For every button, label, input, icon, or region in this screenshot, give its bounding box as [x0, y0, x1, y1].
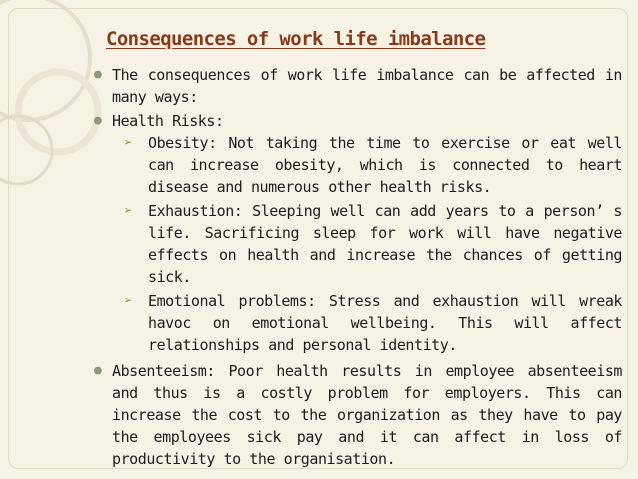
sub-bullet-text: Exhaustion: Sleeping well can add years to a person’ s life. Sacrificing sleep for work will have negative effects on health and increase the chances of getting sick. [148, 202, 622, 286]
sub-bullet-item [124, 200, 622, 288]
arrow-bullet-icon: ➢ [124, 203, 132, 219]
slide-content [90, 64, 622, 472]
sub-bullet-item [124, 132, 622, 198]
bullet-text: Health Risks: [112, 112, 224, 130]
bullet-text: The consequences of work life imbalance can be affected in many ways: [112, 66, 622, 106]
arrow-bullet-icon: ➢ [124, 135, 132, 151]
sub-bullet-item [124, 290, 622, 356]
arrow-bullet-icon: ➢ [124, 293, 132, 309]
slide-title: Consequences of work life imbalance [106, 28, 486, 50]
round-bullet-icon: ● [94, 363, 102, 378]
bullet-text: Absenteeism: Poor health results in employee absenteeism and thus is a costly problem for employers. This can increase the cost to the organization as they have to pay the employees sick pay and it can affect in loss of productivity to the organisation. [112, 362, 622, 468]
bullet-list [90, 64, 622, 470]
sub-bullet-text: Obesity: Not taking the time to exercise or eat well can increase obesity, which is connected to heart disease and numerous other health risks. [148, 134, 622, 196]
bullet-item [90, 64, 622, 108]
sub-bullet-text: Emotional problems: Stress and exhaustion will wreak havoc on emotional wellbeing. This will affect relationships and personal identity. [148, 292, 622, 354]
sub-bullet-list [124, 132, 622, 356]
round-bullet-icon: ● [94, 67, 102, 82]
bullet-item [90, 110, 622, 356]
bullet-item [90, 360, 622, 470]
round-bullet-icon: ● [94, 113, 102, 128]
